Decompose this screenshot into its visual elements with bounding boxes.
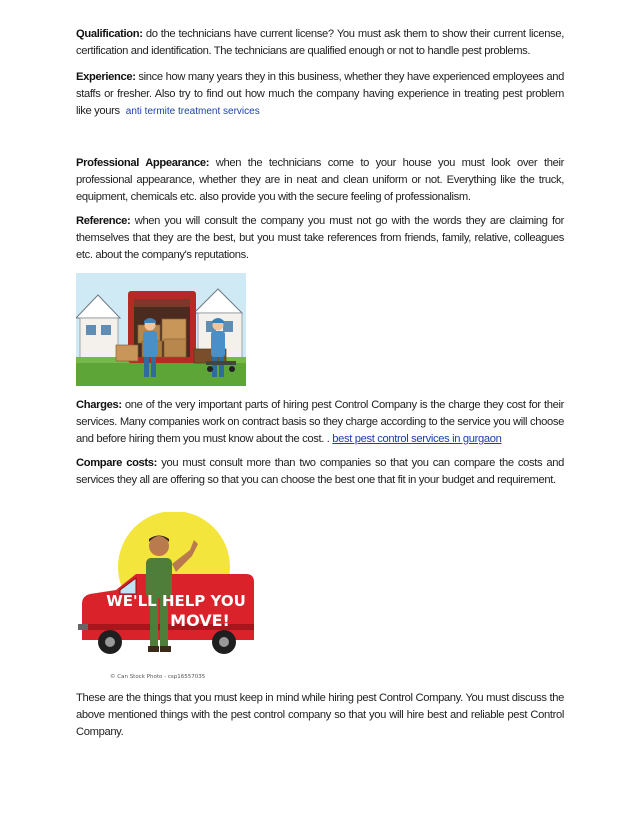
experience-text: since how many years they in this business, whether they have experienced employees and staffs or fresher. Also try to find out how much the company having experience in treating pest problem like yours [76, 71, 564, 117]
reference-text: when you will consult the company you must not go with the words they are claiming for themselves that they are the best, but you must take references from friends, family, relative, colleagues etc. about the company's reputations. [76, 215, 564, 261]
experience-label: Experience: [76, 71, 136, 83]
paragraph-qualification [76, 26, 564, 60]
van-text-line1: WE'LL HELP YOU [106, 592, 246, 610]
image-credit: © Can Stock Photo - csp16557035 [110, 674, 206, 680]
anti-termite-link[interactable]: anti termite treatment services [125, 106, 260, 117]
paragraph-professional-appearance [76, 155, 564, 206]
charges-label: Charges: [76, 399, 122, 411]
professional-label: Professional Appearance: [76, 157, 210, 169]
van-text-line2: MOVE! [170, 611, 230, 630]
movers-illustration [76, 273, 246, 386]
moving-van-illustration [76, 512, 266, 682]
qualification-text: do the technicians have current license? You must ask them to show their current license, certification and identification. The technicians are qualified enough or not to handle pest problems. [76, 28, 564, 57]
professional-text: when the technicians come to your house you must look over their professional appearance, whether they are in neat and clean uniform or not. Everything like the truck, equipment, chemicals etc. also provide you with the secure feeling of professionalism. [76, 157, 564, 203]
charges-text: one of the very important parts of hiring pest Control Company is the charge they cost for their services. Many companies work on contract basis so they charge according to the service you will choose and before hiring them you must know about the cost. . [76, 399, 564, 445]
paragraph-reference [76, 213, 564, 264]
compare-text: you must consult more than two companies so that you can compare the costs and services they all are offering so that you can choose the best one that fit in your budget and requirement. [76, 457, 564, 486]
paragraph-charges [76, 397, 564, 448]
closing-text: These are the things that you must keep in mind while hiring pest Control Company. You must discuss the above mentioned things with the pest control company so that you will hire best and reliable pest Control Company. [76, 692, 564, 738]
pest-control-gurgaon-link[interactable]: best pest control services in gurgaon [332, 433, 502, 445]
paragraph-experience [76, 69, 564, 120]
reference-label: Reference: [76, 215, 131, 227]
paragraph-compare-costs [76, 455, 564, 489]
qualification-label: Qualification: [76, 28, 143, 40]
paragraph-closing [76, 690, 564, 741]
compare-label: Compare costs: [76, 457, 158, 469]
